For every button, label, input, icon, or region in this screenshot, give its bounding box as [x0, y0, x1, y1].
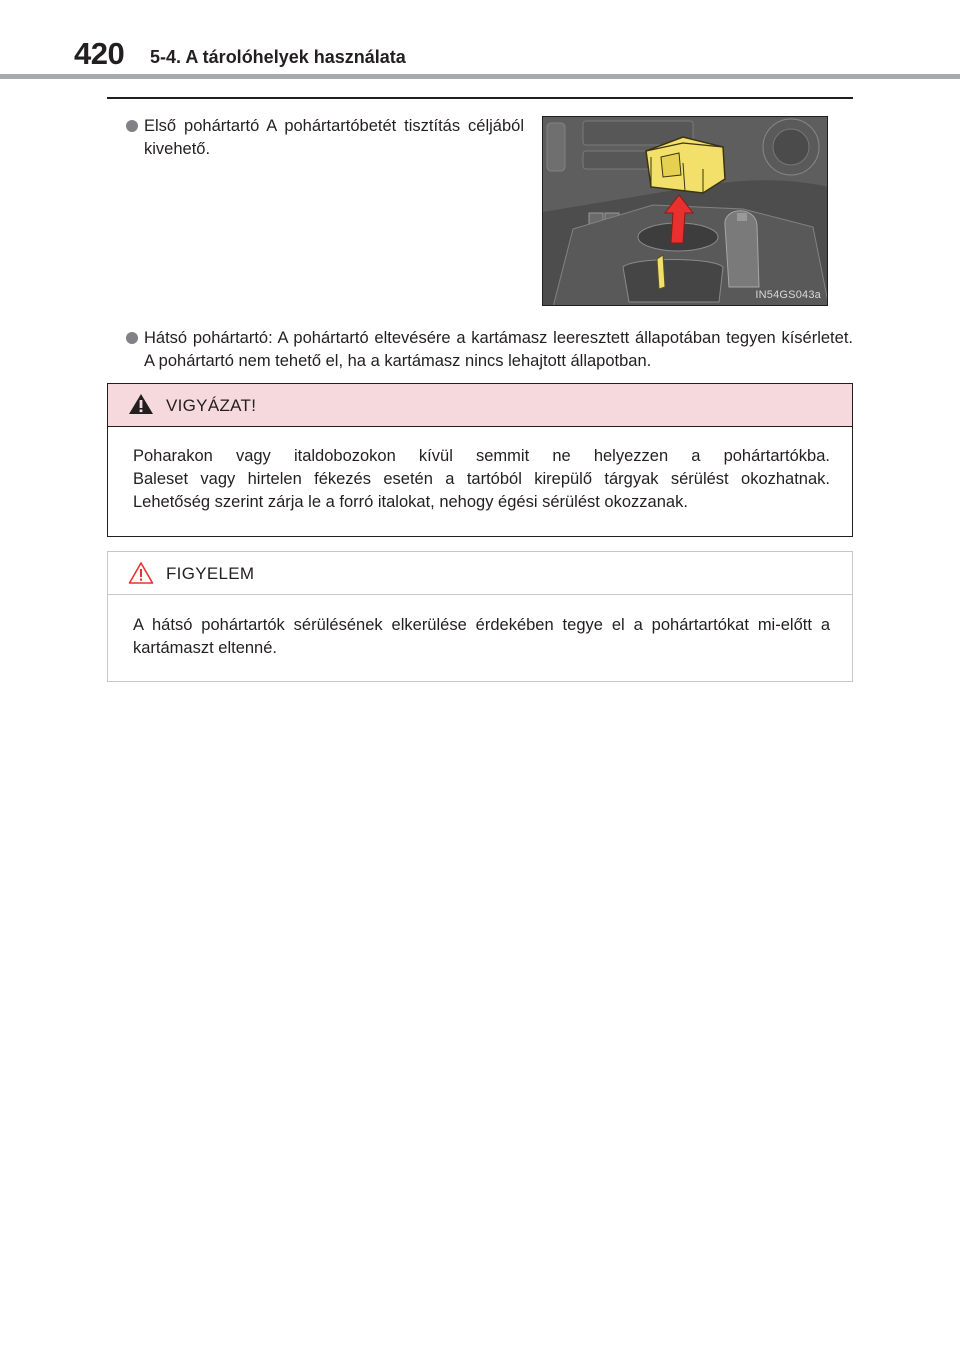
notice-header [108, 552, 852, 595]
figure-code: IN54GS043a [755, 289, 821, 301]
notice-text: A hátsó pohártartók sérülésének elkerülése érdekében tegye el a pohártartókat mi-előtt a kartámaszt eltenné. [133, 616, 830, 657]
section-title: 5-4. A tárolóhelyek használata [150, 47, 406, 67]
bullet-text: Első pohártartó A pohártartóbetét tisztítás céljából kivehető. [144, 117, 524, 158]
bullet-dot-icon [126, 120, 138, 132]
caution-body [108, 427, 852, 514]
caution-line: Lehetőség szerint zárja le a forró italokat, nehogy égési sérülést okozzanak. [133, 493, 688, 511]
notice-title: FIGYELEM [166, 564, 255, 583]
caution-box [107, 383, 853, 537]
warning-triangle-outline-icon [128, 561, 154, 585]
warning-triangle-icon [128, 393, 154, 415]
caution-header [108, 384, 852, 427]
notice-box [107, 551, 853, 682]
caution-title: VIGYÁZAT! [166, 396, 257, 415]
caution-line: Baleset vagy hirtelen fékezés esetén a tartóból kirepülő tárgyak sérülést okozhatnak. [133, 470, 830, 488]
caution-line: Poharakon vagy italdobozokon kívül semmit ne helyezzen a pohártartókba. [133, 447, 830, 465]
notice-body [108, 595, 852, 660]
content-rule [107, 97, 853, 99]
bullet-dot-icon [126, 332, 138, 344]
cup-holder-illustration [542, 116, 828, 306]
page-number: 420 [74, 36, 125, 71]
header-rule [0, 74, 960, 79]
bullet-text: Hátsó pohártartó: A pohártartó eltevésére a kartámasz leeresztett állapotában tegyen kísérletet. A pohártartó nem tehető el, ha a kartámasz nincs lehajtott állapotban. [144, 329, 853, 370]
cup-holder-drawing [543, 117, 828, 306]
bullet-front-cup-holder [126, 115, 524, 161]
bullet-rear-cup-holder [126, 327, 853, 373]
